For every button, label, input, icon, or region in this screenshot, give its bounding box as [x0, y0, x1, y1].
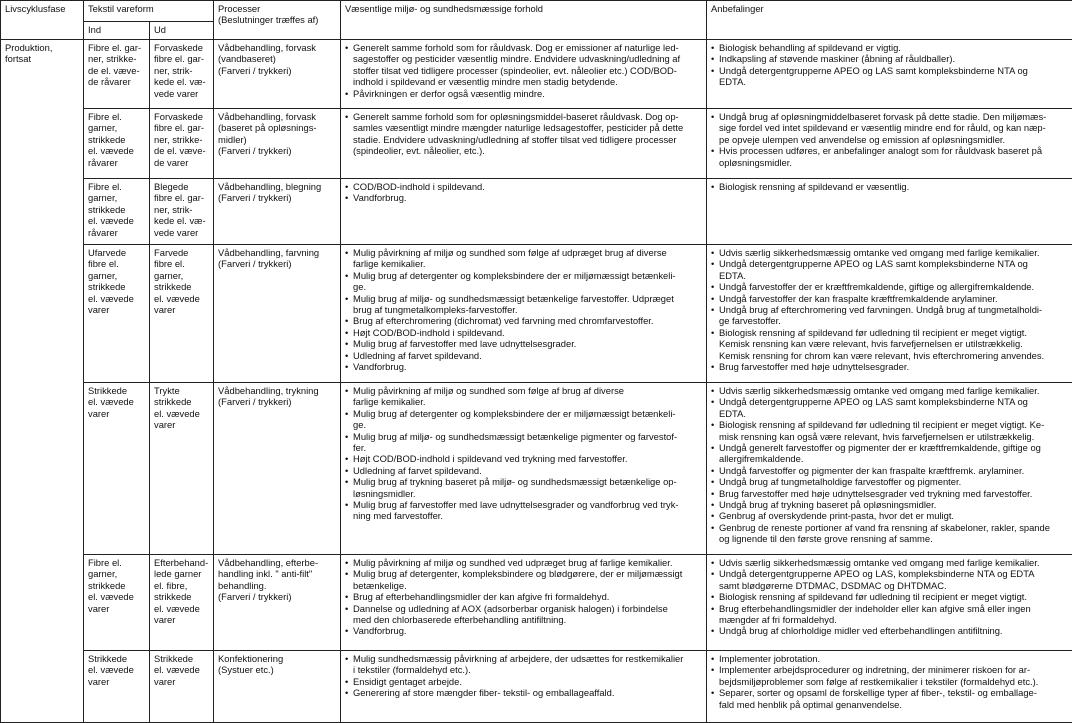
- list-item: • Vandforbrug.: [345, 361, 702, 372]
- list-item: • COD/BOD-indhold i spildevand.: [345, 181, 702, 192]
- rec-list: [711, 42, 1068, 88]
- table-row: [1, 245, 1072, 383]
- list-item: • Biologisk behandling af spildevand er vigtig.: [711, 42, 1068, 53]
- list-item: • Mulig brug af detergenter og kompleksbindere der er miljømæssigt betænkeli- ge.: [345, 270, 702, 293]
- rec-cell: [707, 383, 1072, 555]
- list-item: • Udvis særlig sikkerhedsmæssig omtanke ved omgang med farlige kemikalier.: [711, 385, 1068, 396]
- list-item: • Genbrug af overskydende print-pasta, hvor det er muligt.: [711, 510, 1068, 521]
- out-cell: Farvede fibre el. garner, strikkede el. vævede varer: [150, 245, 214, 383]
- env-list: [345, 557, 702, 637]
- list-item: • Mulig brug af trykning baseret på miljø- og sundhedsmæssigt betænkelige op- løsningsmidler.: [345, 476, 702, 499]
- in-cell: Fibre el. garner, strikkede el. vævede råvarer: [84, 109, 150, 179]
- list-item: • Undgå farvestoffer og pigmenter der kan fraspalte kræftfremk. arylaminer.: [711, 465, 1068, 476]
- process-cell: Vådbehandling, forvask (vandbaseret) (Farveri / trykkeri): [214, 40, 341, 109]
- list-item: • Undgå brug af tungmetalholdige farvestoffer og pigmenter.: [711, 476, 1068, 487]
- rec-list: [711, 557, 1068, 637]
- rec-list: [711, 111, 1068, 168]
- env-cell: [341, 179, 707, 245]
- rec-list: [711, 385, 1068, 545]
- process-cell: Vådbehandling, forvask (baseret på opløsnings- midler) (Farveri / trykkeri): [214, 109, 341, 179]
- rec-cell: [707, 555, 1072, 651]
- header-recommendations: Anbefalinger: [707, 1, 1072, 40]
- env-cell: [341, 555, 707, 651]
- table-row: [1, 651, 1072, 723]
- phase-cell: Produktion, fortsat: [1, 40, 84, 723]
- rec-cell: [707, 40, 1072, 109]
- header-out: Ud: [150, 22, 214, 40]
- process-cell: Vådbehandling, trykning (Farveri / trykkeri): [214, 383, 341, 555]
- rec-list: [711, 653, 1068, 710]
- list-item: • Brug farvestoffer med høje udnyttelsesgrader.: [711, 361, 1068, 372]
- out-cell: Forvaskede fibre el. gar- ner, strik- kede el. væ- vede varer: [150, 40, 214, 109]
- list-item: • Undgå brug af chlorholdige midler ved efterbehandlingen antifiltning.: [711, 625, 1068, 636]
- table-row: [1, 555, 1072, 651]
- out-cell: Forvaskede fibre el. gar- ner, strikke- de el. væve- de varer: [150, 109, 214, 179]
- in-cell: Fibre el. gar- ner, strikke- de el. væve- de råvarer: [84, 40, 150, 109]
- header-textile-form: Tekstil vareform: [84, 1, 214, 22]
- list-item: • Mulig sundhedsmæssig påvirkning af arbejdere, der udsættes for restkemikalier i tekstiler (formaldehyd etc.).: [345, 653, 702, 676]
- list-item: • Vandforbrug.: [345, 192, 702, 203]
- list-item: • Undgå brug af trykning baseret på opløsningsmidler.: [711, 499, 1068, 510]
- list-item: • Vandforbrug.: [345, 625, 702, 636]
- list-item: • Udledning af farvet spildevand.: [345, 350, 702, 361]
- rec-cell: [707, 651, 1072, 723]
- list-item: • Brug farvestoffer med høje udnyttelsesgrader ved trykning med farvestoffer.: [711, 488, 1068, 499]
- list-item: • Biologisk rensning af spildevand før udledning til recipient er meget vigtigt. Kemisk rensning kan være relevant, hvis farvefjernelsen er utilstrækkelig. Kemisk rensning for chrom kan være relevant, hvis efterchromering anvendes.: [711, 327, 1068, 361]
- list-item: • Generelt samme forhold som for råuldvask. Dog er emissioner af naturlige led- sagestoffer og pesticider væsentlig mindre. Endvidere udvaskning/udledning af stoffer tilsat ved tidligere processer (spindeolier, evt. nåleolier etc.) COD/BOD- indhold i spildevand er væsentlig mindre men stadig betydende.: [345, 42, 702, 88]
- list-item: • Mulig brug af detergenter, kompleksbindere og blødgørere, der er miljømæssigt betænkelige.: [345, 568, 702, 591]
- header-env: Væsentlige miljø- og sundhedsmæssige forhold: [341, 1, 707, 40]
- list-item: • Undgå generelt farvestoffer og pigmenter der er kræftfremkaldende, giftige og allergifremkaldende.: [711, 442, 1068, 465]
- list-item: • Mulig påvirkning af miljø og sundhed som følge af udpræget brug af diverse farlige kemikalier.: [345, 247, 702, 270]
- list-item: • Brug efterbehandlingsmidler der indeholder eller kan afgive små eller ingen mængder af fri formaldehyd.: [711, 603, 1068, 626]
- list-item: • Implementer arbejdsprocedurer og indretning, der minimerer riskoen for ar- bejdsmiljøproblemer som følge af restkemikalier i tekstiler (formaldehyd etc.).: [711, 664, 1068, 687]
- list-item: • Undgå brug af efterchromering ved farvningen. Undgå brug af tungmetalholdi- ge farvestoffer.: [711, 304, 1068, 327]
- env-cell: [341, 40, 707, 109]
- list-item: • Separer, sorter og opsaml de forskellige typer af fiber-, tekstil- og emballage- fald med henblik på optimal genanvendelse.: [711, 687, 1068, 710]
- out-cell: Trykte strikkede el. vævede varer: [150, 383, 214, 555]
- header-process: Processer (Beslutninger træffes af): [214, 1, 341, 40]
- list-item: • Ensidigt gentaget arbejde.: [345, 676, 702, 687]
- list-item: • Højt COD/BOD-indhold i spildevand ved trykning med farvestoffer.: [345, 453, 702, 464]
- rec-list: [711, 181, 1068, 192]
- env-cell: [341, 109, 707, 179]
- in-cell: Strikkede el. vævede varer: [84, 383, 150, 555]
- list-item: • Mulig brug af farvestoffer med lave udnyttelsesgrader.: [345, 338, 702, 349]
- list-item: • Dannelse og udledning af AOX (adsorberbar organisk halogen) i forbindelse med den chlorbaserede efterbehandling antifiltning.: [345, 603, 702, 626]
- out-cell: Blegede fibre el. gar- ner, strik- kede el. væ- vede varer: [150, 179, 214, 245]
- list-item: • Generelt samme forhold som for opløsningsmiddel-baseret råuldvask. Dog op- samles væsentligt mindre mængder naturlige ledsagestoffer, pesticider på dette stadie. Endvidere udvaskning/udledning af stoffer tilsat ved tidligere processer (spindeolier, evt. nåleolier, etc.).: [345, 111, 702, 157]
- in-cell: Fibre el. garner, strikkede el. vævede varer: [84, 555, 150, 651]
- list-item: • Biologisk rensning af spildevand før udledning til recipient er meget vigtigt.: [711, 591, 1068, 602]
- rec-cell: [707, 179, 1072, 245]
- process-cell: Konfektionering (Systuer etc.): [214, 651, 341, 723]
- rec-list: [711, 247, 1068, 372]
- list-item: • Udvis særlig sikkerhedsmæssig omtanke ved omgang med farlige kemikalier.: [711, 247, 1068, 258]
- list-item: • Biologisk rensning af spildevand før udledning til recipient er meget vigtigt. Ke- misk rensning kan også være relevant, hvis farvefjernelsen er utilstrækkelig.: [711, 419, 1068, 442]
- list-item: • Mulig brug af farvestoffer med lave udnyttelsesgrader og vandforbrug ved tryk- ning med farvestoffer.: [345, 499, 702, 522]
- list-item: • Undgå detergentgrupperne APEO og LAS samt kompleksbinderne NTA og EDTA.: [711, 65, 1068, 88]
- list-item: • Undgå detergentgrupperne APEO og LAS samt kompleksbinderne NTA og EDTA.: [711, 258, 1068, 281]
- list-item: • Brug af efterchromering (dichromat) ved farvning med chromfarvestoffer.: [345, 315, 702, 326]
- out-cell: Strikkede el. vævede varer: [150, 651, 214, 723]
- list-item: • Generering af store mængder fiber- tekstil- og emballageaffald.: [345, 687, 702, 698]
- in-cell: Ufarvede fibre el. garner, strikkede el. vævede varer: [84, 245, 150, 383]
- list-item: • Biologisk rensning af spildevand er væsentlig.: [711, 181, 1068, 192]
- list-item: • Mulig brug af miljø- og sundhedsmæssigt betænkelige pigmenter og farvestof- fer.: [345, 431, 702, 454]
- env-cell: [341, 245, 707, 383]
- list-item: • Genbrug de reneste portioner af vand fra rensning af skabeloner, rakler, spande og lignende til den første grove rensning af samme.: [711, 522, 1068, 545]
- env-cell: [341, 651, 707, 723]
- list-item: • Udvis særlig sikkerhedsmæssig omtanke ved omgang med farlige kemikalier.: [711, 557, 1068, 568]
- header-phase: Livscyklusfase: [1, 1, 84, 40]
- table-row: [1, 179, 1072, 245]
- in-cell: Strikkede el. vævede varer: [84, 651, 150, 723]
- list-item: • Mulig brug af miljø- og sundhedsmæssigt betænkelige farvestoffer. Udpræget brug af tungmetalkompleks-farvestoffer.: [345, 293, 702, 316]
- list-item: • Undgå farvestoffer der kan fraspalte kræftfremkaldende arylaminer.: [711, 293, 1068, 304]
- env-list: [345, 247, 702, 372]
- list-item: • Undgå brug af opløsningmiddelbaseret forvask på dette stadie. Den miljømæs- sige fordel ved intet spildevand er væsentlig mindre end for råuld, og kan næp- pe opveje ulempen ved anvendelse og emission af opløsningsmidler.: [711, 111, 1068, 145]
- rec-cell: [707, 109, 1072, 179]
- process-cell: Vådbehandling, efterbe- handling inkl. " anti-filt" behandling. (Farveri / trykkeri): [214, 555, 341, 651]
- rec-cell: [707, 245, 1072, 383]
- env-list: [345, 653, 702, 699]
- list-item: • Mulig påvirkning af miljø og sundhed som følge af brug af diverse farlige kemikalier.: [345, 385, 702, 408]
- process-cell: Vådbehandling, blegning (Farveri / trykkeri): [214, 179, 341, 245]
- list-item: • Undgå detergentgrupperne APEO og LAS samt kompleksbinderne NTA og EDTA.: [711, 396, 1068, 419]
- list-item: • Påvirkningen er derfor også væsentlig mindre.: [345, 88, 702, 99]
- env-list: [345, 385, 702, 522]
- out-cell: Efterbehand- lede garner el. fibre, strikkede el. vævede varer: [150, 555, 214, 651]
- env-list: [345, 181, 702, 204]
- process-cell: Vådbehandling, farvning (Farveri / trykkeri): [214, 245, 341, 383]
- header-in: Ind: [84, 22, 150, 40]
- list-item: • Indkapsling af støvende maskiner (åbning af råuldballer).: [711, 53, 1068, 64]
- list-item: • Brug af efterbehandlingsmidler der kan afgive fri formaldehyd.: [345, 591, 702, 602]
- table-row: [1, 40, 1072, 109]
- env-list: [345, 42, 702, 99]
- list-item: • Implementer jobrotation.: [711, 653, 1068, 664]
- env-list: [345, 111, 702, 157]
- list-item: • Undgå detergentgrupperne APEO og LAS, kompleksbinderne NTA og EDTA samt blødgørerne DTDMAC, DSDMAC og DHTDMAC.: [711, 568, 1068, 591]
- list-item: • Hvis processen udføres, er anbefalinger analogt som for råuldvask baseret på opløsningsmidler.: [711, 145, 1068, 168]
- table-row: [1, 383, 1072, 555]
- list-item: • Undgå farvestoffer der er kræftfremkaldende, giftige og allergifremkaldende.: [711, 281, 1068, 292]
- list-item: • Højt COD/BOD-indhold i spildevand.: [345, 327, 702, 338]
- list-item: • Mulig brug af detergenter og kompleksbindere der er miljømæssigt betænkeli- ge.: [345, 408, 702, 431]
- table-row: [1, 109, 1072, 179]
- list-item: • Udledning af farvet spildevand.: [345, 465, 702, 476]
- list-item: • Mulig påvirkning af miljø og sundhed ved udpræget brug af farlige kemikalier.: [345, 557, 702, 568]
- env-cell: [341, 383, 707, 555]
- in-cell: Fibre el. garner, strikkede el. vævede råvarer: [84, 179, 150, 245]
